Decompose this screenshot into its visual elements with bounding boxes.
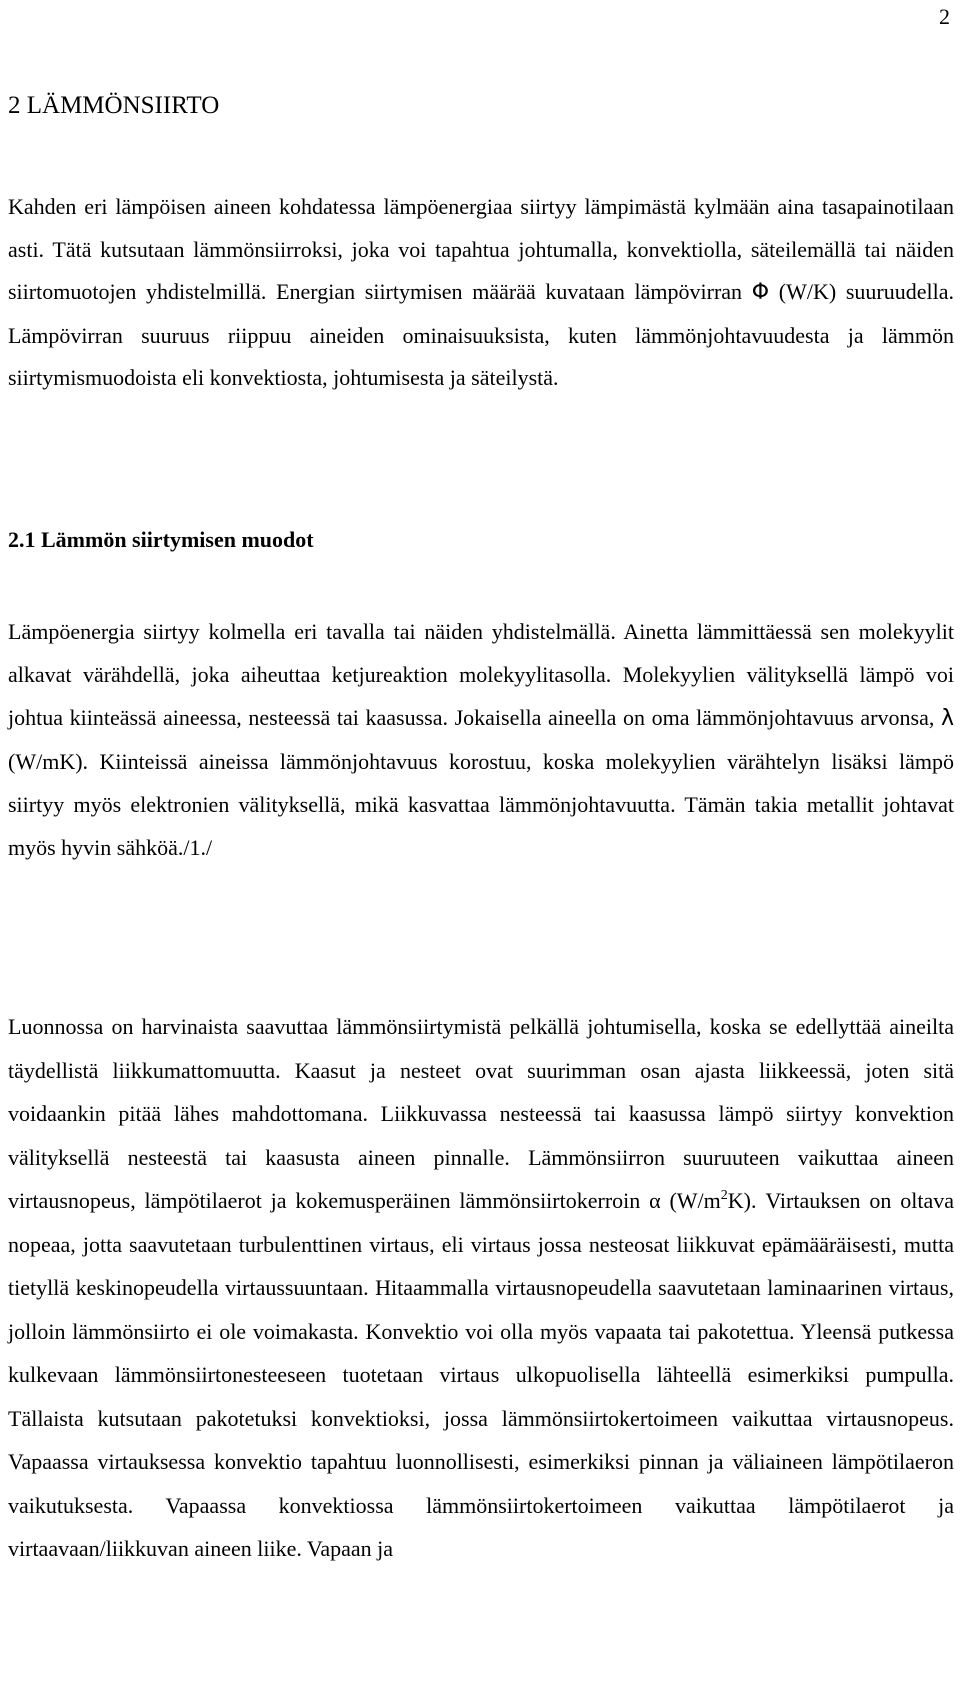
convection-text-2: K). Virtauksen on oltava nopeaa, jotta saavutetaan turbulenttinen virtaus, eli virtaus jossa nesteosat liikkuvat epämääräisesti, mutta tietyllä keskinopeudella virtaussuuntaan. Hitaammalla virtausnopeudella saavutetaan laminaarinen virtaus, jolloin lämmönsiirto ei ole voimakasta. Konvektio voi olla myös vapaata tai pakotettua. Yleensä putkessa kulkevaan lämmönsiirtonesteeseen tuotetaan virtaus ulkopuolisella lähteellä esimerkiksi pumpulla. Tällaista kutsutaan pakotetuksi konvektioksi, jossa lämmönsiirtokertoimeen vaikuttaa virtausnopeus. Vapaassa virtauksessa konvektio tapahtuu luonnollisesti, esimerkiksi pinnan ja väliaineen lämpötilaeron vaikutuksesta. Vapaassa konvektiossa lämmönsiirtokertoimeen vaikuttaa lämpötilaerot ja virtaavaan/liikkuvan aineen liike. Vapaan ja xyxy=(8,1188,954,1561)
convection-paragraph xyxy=(8,1005,954,1571)
page-number: 2 xyxy=(939,4,950,29)
intro-paragraph xyxy=(8,186,954,400)
phi-symbol: Φ xyxy=(751,280,770,305)
modes-paragraph xyxy=(8,610,954,869)
convection-text-1: Luonnossa on harvinaista saavuttaa lämmönsiirtymistä pelkällä johtumisella, koska se edellyttää aineilta täydellistä liikkumattomuutta. Kaasut ja nesteet ovat suurimman osan ajasta liikkeessä, joten sitä voidaankin pitää lähes mahdottomana. Liikkuvassa nesteessä tai kaasussa lämpö siirtyy konvektion välityksellä nesteestä tai kaasusta aineen pinnalle. Lämmönsiirron suuruuteen vaikuttaa aineen virtausnopeus, lämpötilaerot ja kokemusperäinen lämmönsiirtokerroin α (W/m xyxy=(8,1014,954,1213)
modes-text-2: (W/mK). Kiinteissä aineissa lämmönjohtavuus korostuu, koska molekyylien värähtelyn lisäksi lämpö siirtyy myös elektronien välityksellä, mikä kasvattaa lämmönjohtavuutta. Tämän takia metallit johtavat myös hyvin sähköä./1./ xyxy=(8,749,954,860)
section-heading: 2.1 Lämmön siirtymisen muodot xyxy=(8,527,314,552)
intro-text-1: Kahden eri lämpöisen aineen kohdatessa lämpöenergiaa siirtyy lämpimästä kylmään aina tasapainotilaan asti. Tätä kutsutaan lämmönsiirroksi, joka voi tapahtua johtumalla, konvektiolla, säteilemällä tai näiden siirtomuotojen yhdistelmillä. Energian siirtymisen määrää kuvataan lämpövirran xyxy=(8,194,954,304)
superscript-two: 2 xyxy=(720,1188,728,1203)
intro-text-2: (W/K) suuruudella. Lämpövirran suuruus riippuu aineiden ominaisuuksista, kuten lämmönjohtavuudesta ja lämmön siirtymismuodoista eli konvektiosta, johtumisesta ja säteilystä. xyxy=(8,279,954,390)
chapter-heading: 2 LÄMMÖNSIIRTO xyxy=(8,92,220,119)
lambda-symbol: λ xyxy=(940,706,954,731)
modes-text-1: Lämpöenergia siirtyy kolmella eri tavalla tai näiden yhdistelmällä. Ainetta lämmittäessä sen molekyylit alkavat värähdellä, joka aiheuttaa ketjureaktion molekyylitasolla. Molekyylien välityksellä lämpö voi johtua kiinteässä aineessa, nesteessä tai kaasussa. Jokaisella aineella on oma lämmönjohtavuus arvonsa, xyxy=(8,619,954,730)
